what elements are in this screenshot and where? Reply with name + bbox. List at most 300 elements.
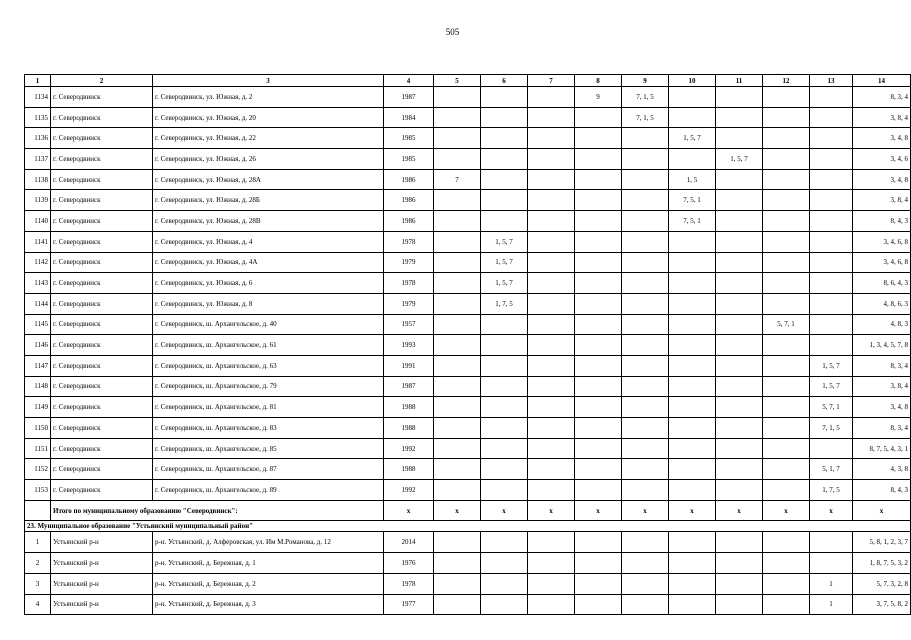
table-cell [481, 355, 528, 376]
table-cell: 8, 6, 4, 3 [853, 273, 911, 294]
table-cell [810, 87, 853, 108]
table-cell: г. Северодвинск, ш. Архангельское, д. 61 [153, 335, 384, 356]
table-cell: 5, 7, 3, 2, 8 [853, 573, 911, 594]
table-cell: Устьянский р-н [51, 573, 153, 594]
table-cell [763, 87, 810, 108]
table-cell [575, 252, 622, 273]
table-cell [481, 107, 528, 128]
table-cell [763, 553, 810, 574]
table-cell: 8, 4, 3 [853, 480, 911, 501]
table-cell [810, 169, 853, 190]
column-header: 12 [763, 75, 810, 87]
table-row [25, 190, 911, 211]
table-cell [763, 532, 810, 553]
table-row [25, 293, 911, 314]
table-cell: 3, 4, 6, 8 [853, 231, 911, 252]
table-cell: г. Северодвинск [51, 376, 153, 397]
total-mark: х [384, 500, 434, 521]
table-cell: 8, 3, 4 [853, 355, 911, 376]
table-cell: 5, 7, 1 [810, 397, 853, 418]
table-cell [434, 128, 481, 149]
total-row [25, 500, 911, 521]
table-cell [528, 480, 575, 501]
table-cell [575, 459, 622, 480]
table-cell [763, 594, 810, 615]
table-cell: 1144 [25, 293, 51, 314]
table-cell: 1140 [25, 211, 51, 232]
table-cell [810, 149, 853, 170]
table-row [25, 128, 911, 149]
table-cell [481, 480, 528, 501]
table-cell [434, 231, 481, 252]
table-cell: 1988 [384, 418, 434, 439]
table-cell: 1, 5, 7 [481, 231, 528, 252]
table-cell [716, 128, 763, 149]
table-cell: 8, 7, 5, 4, 3, 1 [853, 438, 911, 459]
table-cell: 1135 [25, 107, 51, 128]
table-cell [716, 211, 763, 232]
table-cell [575, 376, 622, 397]
table-cell: г. Северодвинск, ш. Архангельское, д. 40 [153, 314, 384, 335]
table-cell [669, 335, 716, 356]
table-cell [528, 107, 575, 128]
table-cell: г. Северодвинск, ул. Южная, д. 28А [153, 169, 384, 190]
table-cell: 1142 [25, 252, 51, 273]
table-cell [434, 149, 481, 170]
table-cell [763, 480, 810, 501]
table-cell: 3, 8, 4 [853, 107, 911, 128]
buildings-table [24, 74, 911, 615]
table-cell [716, 273, 763, 294]
table-cell: 7, 5, 1 [669, 190, 716, 211]
table-cell [622, 335, 669, 356]
table-cell: 3, 4, 6, 8 [853, 252, 911, 273]
total-mark: х [853, 500, 911, 521]
column-header: 5 [434, 75, 481, 87]
page-number: 505 [445, 27, 460, 37]
table-cell [481, 438, 528, 459]
table-cell [669, 573, 716, 594]
table-cell [716, 293, 763, 314]
table-cell: 1987 [384, 376, 434, 397]
table-cell [810, 231, 853, 252]
table-cell [669, 252, 716, 273]
table-body [25, 87, 911, 615]
table-cell: 1988 [384, 459, 434, 480]
table-cell: 9 [575, 87, 622, 108]
table-cell: 1153 [25, 480, 51, 501]
table-cell: 4, 8, 6, 3 [853, 293, 911, 314]
table-cell: г. Северодвинск [51, 314, 153, 335]
table-cell: г. Северодвинск, ул. Южная, д. 28В [153, 211, 384, 232]
table-cell [528, 87, 575, 108]
table-cell [528, 314, 575, 335]
table-cell [716, 459, 763, 480]
table-cell: 1985 [384, 128, 434, 149]
table-cell [716, 438, 763, 459]
table-cell [622, 252, 669, 273]
table-cell [25, 500, 51, 521]
table-cell: 1 [810, 573, 853, 594]
table-cell: 1, 5, 7 [481, 252, 528, 273]
table-cell: р-н. Устьянский, д. Бережная, д. 3 [153, 594, 384, 615]
table-cell: 3, 8, 4 [853, 190, 911, 211]
table-cell: 5, 1, 7 [810, 459, 853, 480]
table-cell: 2 [25, 553, 51, 574]
table-cell [716, 231, 763, 252]
table-cell: 4, 3, 8 [853, 459, 911, 480]
table-cell: 1152 [25, 459, 51, 480]
table-cell: 1 [810, 594, 853, 615]
table-cell [716, 252, 763, 273]
table-cell [481, 418, 528, 439]
table-cell [434, 87, 481, 108]
table-cell: 1984 [384, 107, 434, 128]
table-cell [434, 211, 481, 232]
table-cell [575, 149, 622, 170]
table-cell: г. Северодвинск [51, 438, 153, 459]
table-cell: г. Северодвинск, ш. Архангельское, д. 79 [153, 376, 384, 397]
table-cell: 2014 [384, 532, 434, 553]
column-header: 3 [153, 75, 384, 87]
table-cell: 1150 [25, 418, 51, 439]
table-cell: 7, 1, 5 [622, 107, 669, 128]
table-cell [622, 532, 669, 553]
table-cell [669, 418, 716, 439]
table-cell: 1979 [384, 252, 434, 273]
table-cell [669, 149, 716, 170]
table-cell [575, 273, 622, 294]
table-cell [763, 211, 810, 232]
table-cell: 1957 [384, 314, 434, 335]
table-cell: 5, 7, 1 [763, 314, 810, 335]
table-cell [434, 594, 481, 615]
table-cell [763, 190, 810, 211]
table-cell: г. Северодвинск, ш. Архангельское, д. 85 [153, 438, 384, 459]
table-cell [434, 355, 481, 376]
table-cell [763, 418, 810, 439]
table-cell: г. Северодвинск [51, 211, 153, 232]
table-cell: 4, 8, 3 [853, 314, 911, 335]
table-cell [622, 169, 669, 190]
table-cell [810, 190, 853, 211]
table-cell [528, 553, 575, 574]
table-cell: 3 [25, 573, 51, 594]
table-row [25, 438, 911, 459]
table-cell [528, 190, 575, 211]
table-cell [622, 418, 669, 439]
table-cell [528, 376, 575, 397]
table-row [25, 376, 911, 397]
table-cell [669, 87, 716, 108]
table-cell [528, 128, 575, 149]
table-cell: 3, 4, 8 [853, 128, 911, 149]
table-cell: г. Северодвинск [51, 231, 153, 252]
table-cell [434, 553, 481, 574]
table-cell: 1993 [384, 335, 434, 356]
table-cell [622, 355, 669, 376]
table-cell [810, 314, 853, 335]
table-cell [481, 573, 528, 594]
total-mark: х [716, 500, 763, 521]
table-cell [669, 480, 716, 501]
table-cell [575, 438, 622, 459]
table-cell: г. Северодвинск [51, 169, 153, 190]
table-cell [810, 273, 853, 294]
table-cell: 1147 [25, 355, 51, 376]
table-cell [575, 480, 622, 501]
table-cell: г. Северодвинск, ш. Архангельское, д. 81 [153, 397, 384, 418]
table-cell [528, 532, 575, 553]
table-cell [810, 293, 853, 314]
table-cell [481, 87, 528, 108]
table-cell: г. Северодвинск, ул. Южная, д. 20 [153, 107, 384, 128]
table-cell [669, 355, 716, 376]
table-cell: г. Северодвинск [51, 190, 153, 211]
table-row [25, 573, 911, 594]
table-cell: 1988 [384, 397, 434, 418]
table-cell [575, 169, 622, 190]
table-cell [434, 397, 481, 418]
table-cell: г. Северодвинск [51, 355, 153, 376]
table-cell [481, 553, 528, 574]
total-mark: х [669, 500, 716, 521]
table-cell [622, 553, 669, 574]
table-cell: г. Северодвинск [51, 87, 153, 108]
table-cell: г. Северодвинск [51, 459, 153, 480]
table-cell [669, 532, 716, 553]
table-cell [434, 252, 481, 273]
table-cell: 1, 5 [669, 169, 716, 190]
table-cell [528, 438, 575, 459]
table-cell [622, 293, 669, 314]
column-header: 9 [622, 75, 669, 87]
table-row [25, 553, 911, 574]
table-cell [763, 231, 810, 252]
table-cell [528, 211, 575, 232]
table-cell: 1985 [384, 149, 434, 170]
table-row [25, 231, 911, 252]
table-cell: 4 [25, 594, 51, 615]
table-cell: г. Северодвинск [51, 149, 153, 170]
table-cell [763, 149, 810, 170]
table-cell [434, 480, 481, 501]
table-cell [669, 438, 716, 459]
table-cell: 8, 3, 4 [853, 418, 911, 439]
table-cell: 1137 [25, 149, 51, 170]
table-cell: 1, 7, 5 [481, 293, 528, 314]
table-cell [528, 273, 575, 294]
table-cell: г. Северодвинск, ш. Архангельское, д. 87 [153, 459, 384, 480]
table-row [25, 87, 911, 108]
table-cell [622, 211, 669, 232]
total-mark: х [810, 500, 853, 521]
table-cell [716, 553, 763, 574]
table-cell [763, 293, 810, 314]
table-cell [763, 335, 810, 356]
table-cell [716, 397, 763, 418]
table-row [25, 397, 911, 418]
table-cell [716, 573, 763, 594]
table-cell: 7, 1, 5 [622, 87, 669, 108]
table-cell: 1145 [25, 314, 51, 335]
table-cell [481, 314, 528, 335]
table-cell: г. Северодвинск, ул. Южная, д. 22 [153, 128, 384, 149]
header-row [25, 75, 911, 87]
total-mark: х [481, 500, 528, 521]
table-cell: 1992 [384, 480, 434, 501]
table-cell [481, 459, 528, 480]
column-header: 4 [384, 75, 434, 87]
column-header: 8 [575, 75, 622, 87]
table-cell [669, 594, 716, 615]
table-cell: 1986 [384, 211, 434, 232]
table-cell [528, 594, 575, 615]
table-cell: 1146 [25, 335, 51, 356]
table-cell: г. Северодвинск, ш. Архангельское, д. 89 [153, 480, 384, 501]
table-cell: 1, 5, 7 [669, 128, 716, 149]
table-cell: г. Северодвинск [51, 252, 153, 273]
table-cell: 1, 5, 7 [481, 273, 528, 294]
table-cell: 7, 5, 1 [669, 211, 716, 232]
table-cell [716, 594, 763, 615]
table-cell [763, 169, 810, 190]
table-row [25, 314, 911, 335]
table-cell [434, 107, 481, 128]
table-cell: г. Северодвинск [51, 107, 153, 128]
table-cell [622, 573, 669, 594]
table-cell [575, 314, 622, 335]
table-cell: 1978 [384, 573, 434, 594]
table-row [25, 355, 911, 376]
table-cell [669, 553, 716, 574]
total-mark: х [528, 500, 575, 521]
table-cell: 8, 3, 4 [853, 87, 911, 108]
table-cell: г. Северодвинск, ул. Южная, д. 6 [153, 273, 384, 294]
table-cell [763, 273, 810, 294]
table-cell [528, 231, 575, 252]
table-cell [622, 376, 669, 397]
table-cell: 3, 4, 6 [853, 149, 911, 170]
table-cell: 5, 8, 1, 2, 3, 7 [853, 532, 911, 553]
table-cell: Устьянский р-н [51, 532, 153, 553]
table-cell: 1134 [25, 87, 51, 108]
table-cell [434, 438, 481, 459]
table-cell: 1, 5, 7 [810, 376, 853, 397]
table-cell: 1, 5, 7 [716, 149, 763, 170]
table-cell: г. Северодвинск [51, 397, 153, 418]
table-cell: 1986 [384, 190, 434, 211]
table-row [25, 107, 911, 128]
table-cell: г. Северодвинск, ул. Южная, д. 4А [153, 252, 384, 273]
table-cell [622, 397, 669, 418]
column-header: 7 [528, 75, 575, 87]
table-cell: 7, 1, 5 [810, 418, 853, 439]
table-cell [622, 149, 669, 170]
table-cell [481, 190, 528, 211]
table-cell [528, 418, 575, 439]
table-cell: р-н. Устьянский, д. Бережная, д. 1 [153, 553, 384, 574]
table-cell [622, 594, 669, 615]
table-row [25, 149, 911, 170]
section-row [25, 521, 911, 532]
table-row [25, 480, 911, 501]
table-cell: р-н. Устьянский, д. Алферовская, ул. Им М.Романова, д. 12 [153, 532, 384, 553]
table-cell [763, 252, 810, 273]
table-cell [528, 252, 575, 273]
table-cell [528, 169, 575, 190]
table-cell [434, 418, 481, 439]
table-cell [716, 87, 763, 108]
table-cell: г. Северодвинск [51, 480, 153, 501]
table-cell: 3, 4, 8 [853, 169, 911, 190]
table-cell [481, 376, 528, 397]
table-cell [810, 335, 853, 356]
table-cell [622, 128, 669, 149]
table-row [25, 594, 911, 615]
table-cell [622, 314, 669, 335]
table-cell [575, 211, 622, 232]
table-cell: 1, 3, 4, 5, 7, 8 [853, 335, 911, 356]
table-cell [622, 438, 669, 459]
table-cell [481, 211, 528, 232]
table-cell: 1978 [384, 231, 434, 252]
table-cell: г. Северодвинск, ш. Архангельское, д. 83 [153, 418, 384, 439]
column-header: 11 [716, 75, 763, 87]
column-header: 6 [481, 75, 528, 87]
table-cell [575, 128, 622, 149]
table-cell [716, 335, 763, 356]
table-cell: Устьянский р-н [51, 553, 153, 574]
table-cell [669, 231, 716, 252]
table-cell: 1139 [25, 190, 51, 211]
table-cell [575, 397, 622, 418]
table-cell [716, 355, 763, 376]
table-cell [810, 532, 853, 553]
table-cell [716, 314, 763, 335]
table-cell: 3, 4, 8 [853, 397, 911, 418]
table-cell: 1978 [384, 273, 434, 294]
table-cell [528, 355, 575, 376]
table-cell: г. Северодвинск [51, 418, 153, 439]
table-cell: 3, 7, 5, 8, 2 [853, 594, 911, 615]
table-cell [810, 128, 853, 149]
table-cell: 1136 [25, 128, 51, 149]
table-cell [434, 190, 481, 211]
table-cell [575, 355, 622, 376]
table-cell [481, 169, 528, 190]
table-row [25, 459, 911, 480]
table-cell [575, 418, 622, 439]
table-cell [669, 107, 716, 128]
table-cell: г. Северодвинск [51, 335, 153, 356]
table-cell: г. Северодвинск, ул. Южная, д. 28Б [153, 190, 384, 211]
table-cell [528, 459, 575, 480]
column-header: 2 [51, 75, 153, 87]
table-cell [669, 293, 716, 314]
column-header: 13 [810, 75, 853, 87]
table-cell [669, 397, 716, 418]
table-cell [669, 376, 716, 397]
table-cell [716, 169, 763, 190]
table-cell [481, 335, 528, 356]
table-cell: р-н. Устьянский, д. Бережная, д. 2 [153, 573, 384, 594]
table-cell [716, 107, 763, 128]
table-cell: г. Северодвинск [51, 273, 153, 294]
table-cell: 1991 [384, 355, 434, 376]
table-cell [481, 149, 528, 170]
table-cell [810, 553, 853, 574]
